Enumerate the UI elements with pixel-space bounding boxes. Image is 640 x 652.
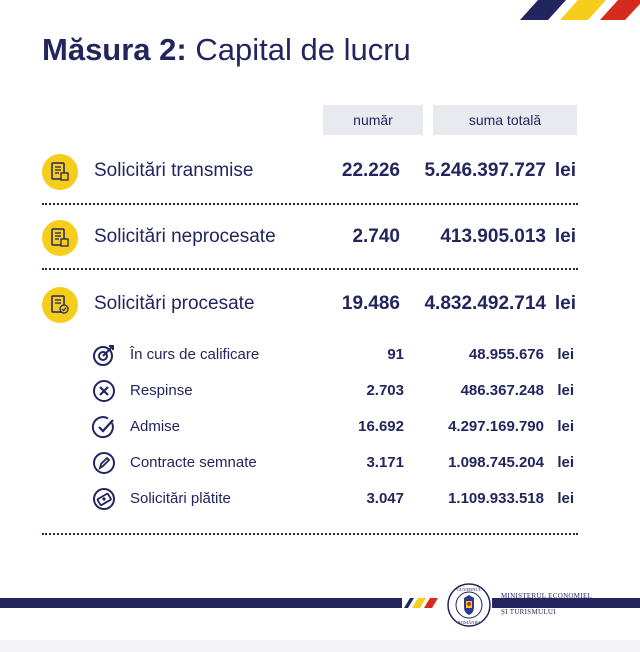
- flag-stripes-top: [520, 0, 640, 20]
- page-title: [42, 30, 411, 70]
- ministry-line-1: MINISTERUL ECONOMIEI,: [501, 592, 593, 600]
- subrow-unit: lei: [557, 490, 574, 507]
- subrow-suma: 1.109.933.518: [448, 490, 544, 507]
- title-rest: Capital de lucru: [195, 32, 411, 67]
- column-header-suma: suma totală: [433, 105, 577, 135]
- subrow-suma: 48.955.676: [468, 346, 544, 363]
- emblem-bottom-text: ROMÂNIEI: [457, 620, 481, 625]
- document-check-icon: [42, 287, 78, 323]
- title-bold: Măsura 2:: [42, 32, 187, 67]
- subrow-unit: lei: [557, 346, 574, 363]
- subrow-in-curs-de-calificare: [92, 340, 582, 370]
- row-solicitari-neprocesate: [42, 218, 582, 258]
- subrow-label: Respinse: [130, 382, 193, 399]
- emblem-top-text: GUVERNUL: [456, 587, 482, 592]
- check-icon: [92, 415, 116, 439]
- subrow-numar: 3.171: [366, 454, 404, 471]
- subrow-respinse: [92, 376, 582, 406]
- subrow-label: În curs de calificare: [130, 346, 260, 363]
- divider: [42, 533, 578, 535]
- ministry-line-3: ȘI TURISMULUI: [501, 608, 556, 616]
- row-unit: lei: [554, 160, 576, 181]
- subrow-suma: 486.367.248: [460, 382, 544, 399]
- document-icon: [42, 220, 78, 256]
- subrow-contracte-semnate: [92, 448, 582, 478]
- row-solicitari-transmise: [42, 152, 582, 192]
- subrow-admise: [92, 412, 582, 442]
- subrow-label: Admise: [130, 418, 181, 435]
- row-numar: 19.486: [341, 293, 400, 314]
- row-numar: 2.740: [352, 226, 400, 247]
- row-label: Solicitări neprocesate: [94, 226, 276, 247]
- subrow-unit: lei: [557, 454, 574, 471]
- subrow-solicitari-platite: [92, 484, 582, 514]
- subrow-unit: lei: [557, 418, 574, 435]
- target-icon: [92, 343, 116, 367]
- row-suma: 413.905.013: [440, 226, 546, 247]
- ministry-line-2: ANTREPRENORIATULUI: [501, 600, 585, 608]
- subrow-unit: lei: [557, 382, 574, 399]
- ministry-name: [501, 592, 592, 616]
- document-icon: [42, 154, 78, 190]
- rejected-icon: [92, 379, 116, 403]
- subrow-numar: 91: [387, 346, 404, 363]
- row-suma: 4.832.492.714: [424, 293, 546, 314]
- subrow-numar: 2.703: [366, 382, 404, 399]
- payment-icon: [92, 487, 116, 511]
- pen-icon: [92, 451, 116, 475]
- subrow-suma: 4.297.169.790: [448, 418, 544, 435]
- subrow-numar: 16.692: [358, 418, 404, 435]
- row-numar: 22.226: [341, 160, 400, 181]
- row-solicitari-procesate: [42, 285, 582, 325]
- column-header-numar: număr: [323, 105, 423, 135]
- subrow-label: Solicitări plătite: [130, 490, 231, 507]
- subrow-suma: 1.098.745.204: [448, 454, 544, 471]
- subrow-numar: 3.047: [366, 490, 404, 507]
- row-label: Solicitări procesate: [94, 293, 255, 314]
- divider: [42, 203, 578, 205]
- row-label: Solicitări transmise: [94, 160, 254, 181]
- row-suma: 5.246.397.727: [424, 160, 546, 181]
- government-emblem: [447, 583, 491, 627]
- row-unit: lei: [554, 293, 576, 314]
- divider: [42, 268, 578, 270]
- row-unit: lei: [554, 226, 576, 247]
- subrow-label: Contracte semnate: [130, 454, 257, 471]
